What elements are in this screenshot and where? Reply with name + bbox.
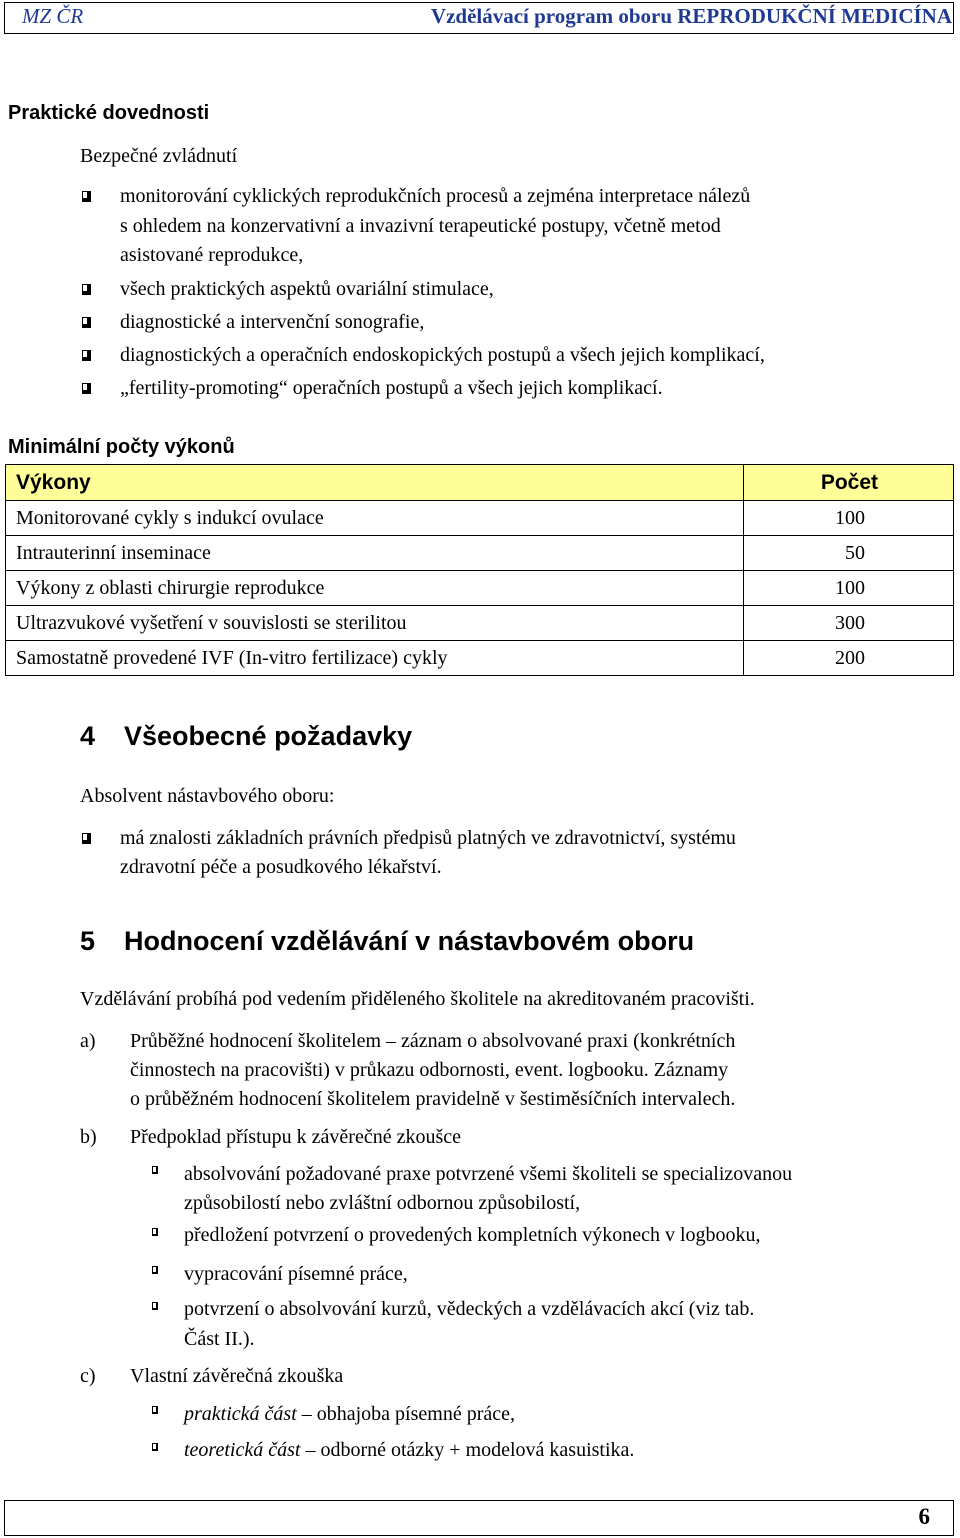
item-b-title: Předpoklad přístupu k závěrečné zkoušce xyxy=(130,1126,461,1148)
performance-name: Ultrazvukové vyšetření v souvislosti se sterilitou xyxy=(6,606,744,641)
header-ministry: MZ ČR xyxy=(22,4,84,28)
item-b-bullet-1-line-1: absolvování požadované praxe potvrzené všemi školiteli se specializovanou xyxy=(184,1163,793,1185)
item-c-bullet-1-rest: – obhajoba písemné práce, xyxy=(296,1403,516,1425)
item-b-bullet-3: vypracování písemné práce, xyxy=(184,1263,408,1285)
skill-item-1-line-1: monitorování cyklických reprodukčních procesů a zejména interpretace nálezů xyxy=(120,185,751,207)
checkbox-bullet-icon xyxy=(82,191,91,202)
item-b-bullet-2: předložení potvrzení o provedených kompletních výkonech v logbooku, xyxy=(184,1224,761,1246)
checkbox-bullet-icon xyxy=(82,284,91,295)
item-c-bullet-2 xyxy=(184,1435,634,1465)
column-header-performances: Výkony xyxy=(6,465,744,501)
footer-bar xyxy=(4,1500,954,1536)
section-5-number: 5 xyxy=(80,926,96,956)
section-5-intro: Vzdělávání probíhá pod vedením přiděleného školitele na akreditovaném pracovišti. xyxy=(80,988,755,1010)
table-header-row xyxy=(6,465,954,501)
item-a-label: a) xyxy=(80,1030,96,1052)
table-title: Minimální počty výkonů xyxy=(8,436,235,458)
skill-item-4: diagnostických a operačních endoskopických postupů a všech jejich komplikací, xyxy=(120,344,765,366)
item-c-bullet-1 xyxy=(184,1399,515,1429)
performance-name: Monitorované cykly s indukcí ovulace xyxy=(6,501,744,536)
skill-item-1-line-3: asistované reprodukce, xyxy=(120,244,304,266)
item-b-bullet-4-line-1: potvrzení o absolvování kurzů, vědeckých a vzdělávacích akcí (viz tab. xyxy=(184,1298,755,1320)
skills-intro: Bezpečné zvládnutí xyxy=(80,145,238,167)
skill-item-3: diagnostické a intervenční sonografie, xyxy=(120,311,425,333)
checkbox-bullet-icon xyxy=(152,1228,158,1236)
performance-name: Intrauterinní inseminace xyxy=(6,536,744,571)
section-4-title: Všeobecné požadavky xyxy=(124,721,413,751)
item-c-bullet-2-rest: – odborné otázky + modelová kasuistika. xyxy=(300,1439,635,1461)
checkbox-bullet-icon xyxy=(82,833,91,844)
section-4-item-line-2: zdravotní péče a posudkového lékařství. xyxy=(120,856,442,878)
performance-name: Samostatně provedené IVF (In-vitro fertilizace) cykly xyxy=(6,641,744,676)
item-b-label: b) xyxy=(80,1126,97,1148)
checkbox-bullet-icon xyxy=(82,350,91,361)
page-number: 6 xyxy=(918,1504,930,1529)
checkbox-bullet-icon xyxy=(152,1266,158,1274)
item-a-line-2: činnostech na pracovišti) v průkazu odbornosti, event. logbooku. Záznamy xyxy=(130,1059,729,1081)
section-4-intro: Absolvent nástavbového oboru: xyxy=(80,785,335,807)
checkbox-bullet-icon xyxy=(152,1406,158,1414)
item-a-line-1: Průběžné hodnocení školitelem – záznam o absolvované praxi (konkrétních xyxy=(130,1030,736,1052)
table-row xyxy=(6,606,954,641)
performance-name: Výkony z oblasti chirurgie reprodukce xyxy=(6,571,744,606)
item-c-title: Vlastní závěrečná zkouška xyxy=(130,1365,344,1387)
item-c-label: c) xyxy=(80,1365,96,1387)
performance-count: 100 xyxy=(744,501,954,536)
table-row xyxy=(6,536,954,571)
section-5-title: Hodnocení vzdělávání v nástavbovém oboru xyxy=(124,926,695,956)
table-row xyxy=(6,641,954,676)
item-c-bullet-2-italic: teoretická část xyxy=(184,1439,301,1461)
skill-item-5: „fertility-promoting“ operačních postupů a všech jejich komplikací. xyxy=(120,377,663,399)
table-row xyxy=(6,571,954,606)
checkbox-bullet-icon xyxy=(152,1443,158,1451)
skill-item-2: všech praktických aspektů ovariální stimulace, xyxy=(120,278,494,300)
header-program-title: Vzdělávací program oboru REPRODUKČNÍ MEDICÍNA xyxy=(430,4,952,28)
performance-count: 50 xyxy=(744,536,954,571)
skills-heading: Praktické dovednosti xyxy=(8,102,210,124)
column-header-count: Počet xyxy=(744,465,954,501)
item-b-bullet-1-line-2: způsobilostí nebo zvláštní odbornou způsobilostí, xyxy=(184,1192,581,1214)
item-b-bullet-4-line-2: Část II.). xyxy=(184,1328,255,1350)
performance-count: 300 xyxy=(744,606,954,641)
section-4-item-line-1: má znalosti základních právních předpisů platných ve zdravotnictví, systému xyxy=(120,827,736,849)
performance-count: 200 xyxy=(744,641,954,676)
section-4-number: 4 xyxy=(80,721,96,751)
item-a-line-3: o průběžném hodnocení školitelem pravidelně v šestiměsíčních intervalech. xyxy=(130,1088,736,1110)
checkbox-bullet-icon xyxy=(82,317,91,328)
performance-count: 100 xyxy=(744,571,954,606)
checkbox-bullet-icon xyxy=(152,1302,158,1310)
item-c-bullet-1-italic: praktická část xyxy=(184,1403,297,1425)
performance-table xyxy=(5,464,954,676)
checkbox-bullet-icon xyxy=(152,1166,158,1174)
checkbox-bullet-icon xyxy=(82,383,91,394)
table-row xyxy=(6,501,954,536)
skill-item-1-line-2: s ohledem na konzervativní a invazivní terapeutické postupy, včetně metod xyxy=(120,215,721,237)
